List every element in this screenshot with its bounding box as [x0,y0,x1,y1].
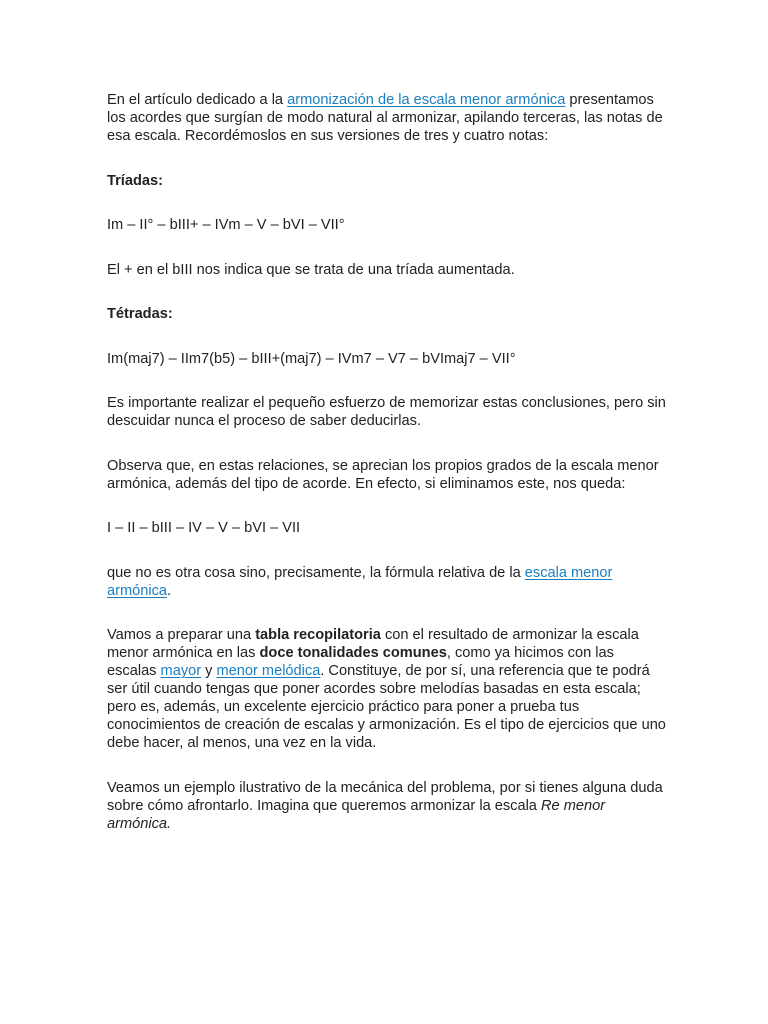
triads-heading: Tríadas: [107,172,163,189]
link-menor-melodica[interactable]: menor melódica [216,663,321,679]
link-armonizacion-escala-menor-armonica[interactable]: armonización de la escala menor armónica [287,92,566,108]
memorize-paragraph: Es importante realizar el pequeño esfuerzo de memorizar estas conclusiones, pero sin descuidar nunca el proceso de saber deducirlas. [107,395,666,429]
tetrads-formula: Im(maj7) – IIm7(b5) – bIII+(maj7) – IVm7 – V7 – bVImaj7 – VII° [107,350,516,367]
tetrads-heading: Tétradas: [107,306,173,322]
degrees-formula: I – II – bIII – IV – V – bVI – VII [107,520,301,536]
triads-note: El + en el bIII nos indica que se trata de una tríada aumentada. [107,261,515,278]
triads-formula: Im – II° – bIII+ – IVm – V – bVI – VII° [107,217,345,233]
link-mayor[interactable]: mayor [160,663,202,679]
formula-paragraph: que no es otra cosa sino, precisamente, la fórmula relativa de la escala menor armónica. [107,564,613,599]
link-escala-menor-armonica[interactable]: escala menor armónica [107,564,613,599]
article-body [107,91,667,859]
table-paragraph: Vamos a preparar una tabla recopilatoria con el resultado de armonizar la escala menor armónica en las doce tonalidades comunes, como ya hicimos con las escalas mayor y menor melódica. Constituye, de por sí, una referencia que te podrá ser útil cuando tengas que poner acordes sobre melodías basadas en esta escala; pero es, además, un excelente ejercicio práctico para poner a prueba tus conocimientos de creación de escalas y armonización. Es el tipo de ejercicios que uno debe hacer, al menos, una vez en la vida. [107,627,666,751]
observe-paragraph: Observa que, en estas relaciones, se aprecian los propios grados de la escala menor armónica, además del tipo de acorde. En efecto, si eliminamos este, nos queda: [107,457,659,492]
example-paragraph: Veamos un ejemplo ilustrativo de la mecánica del problema, por si tienes alguna duda sobre cómo afrontarlo. Imagina que queremos armonizar la escala Re menor armónica. [107,779,663,832]
intro-paragraph: En el artículo dedicado a la armonización de la escala menor armónica presentamos los acordes que surgían de modo natural al armonizar, apilando terceras, las notas de esa escala. Recordémoslos en sus versiones de tres y cuatro notas: [107,92,663,144]
